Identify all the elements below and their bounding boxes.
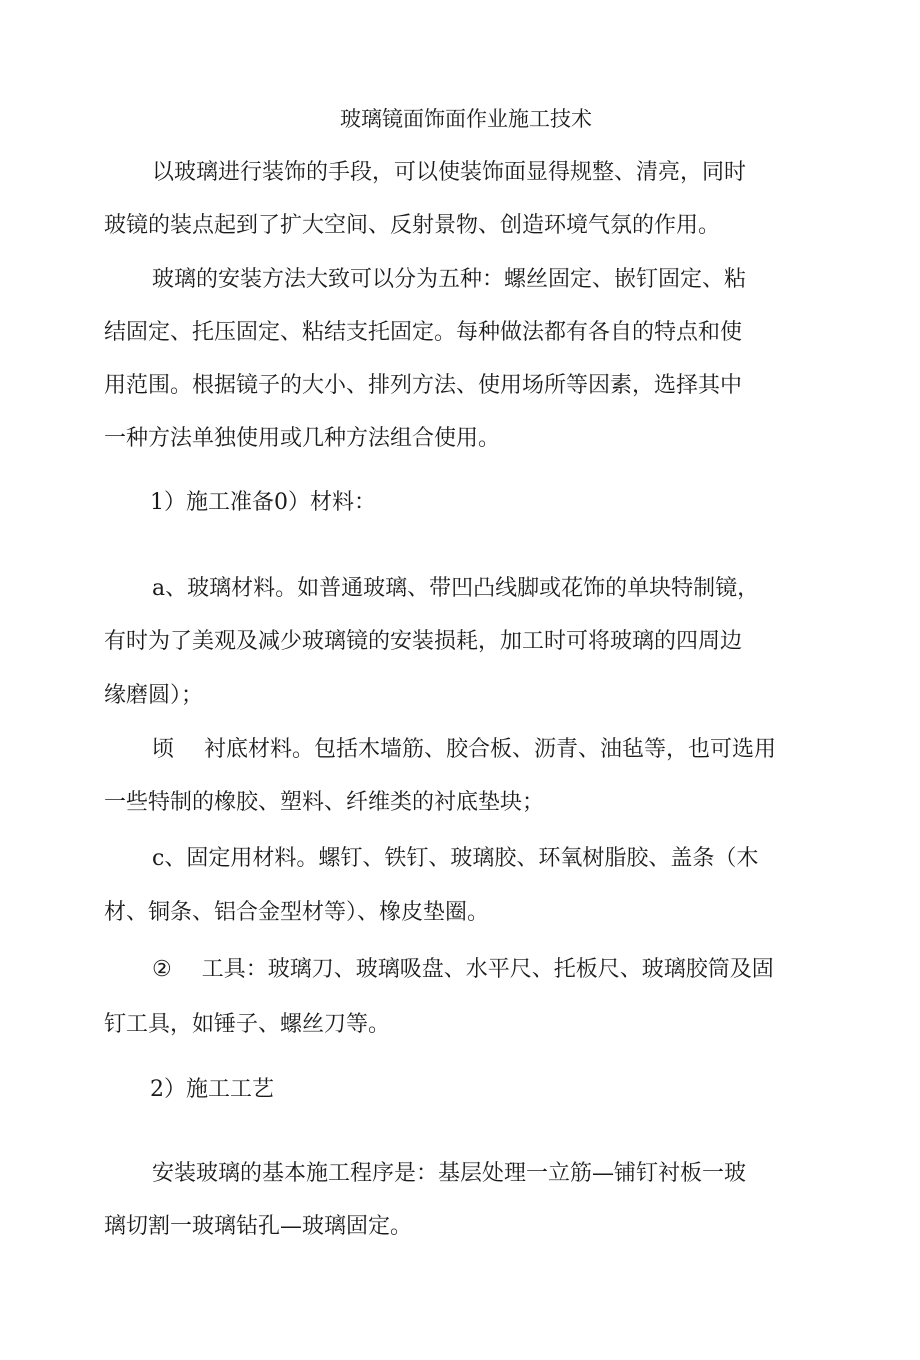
paragraph-text: 衬底材料。包括木墙筋、胶合板、沥青、油毡等，也可选用 bbox=[204, 737, 777, 762]
section-heading: 1）施工准备0）材料： bbox=[150, 490, 376, 515]
paragraph-line: c、固定用材料。螺钉、铁钉、玻璃胶、环氧树脂胶、盖条（木 bbox=[152, 846, 759, 871]
list-marker: ② bbox=[152, 957, 172, 982]
list-marker: 顷 bbox=[152, 737, 175, 762]
paragraph-line: 玻璃的安装方法大致可以分为五种：螺丝固定、嵌钉固定、粘 bbox=[152, 267, 747, 292]
document-title: 玻璃镜面饰面作业施工技术 bbox=[340, 107, 592, 131]
section-heading: 2）施工工艺 bbox=[150, 1077, 274, 1102]
list-item bbox=[152, 955, 774, 985]
paragraph-line: 钉工具，如锤子、螺丝刀等。 bbox=[104, 1012, 391, 1037]
paragraph-line: 以玻璃进行装饰的手段，可以使装饰面显得规整、清亮，同时 bbox=[152, 160, 747, 185]
paragraph-line: 材、铜条、铝合金型材等）、橡皮垫圈。 bbox=[104, 900, 490, 925]
paragraph-line: a、玻璃材料。如普通玻璃、带凹凸线脚或花饰的单块特制镜， bbox=[152, 576, 760, 601]
paragraph-line: 缘磨圆）； bbox=[104, 683, 204, 708]
paragraph-line: 一种方法单独使用或几种方法组合使用。 bbox=[104, 426, 501, 451]
paragraph-line: 结固定、托压固定、粘结支托固定。每种做法都有各自的特点和使 bbox=[104, 320, 743, 345]
paragraph-line: 安装玻璃的基本施工程序是：基层处理一立筋—铺钉衬板一玻 bbox=[152, 1161, 747, 1186]
paragraph-line: 一些特制的橡胶、塑料、纤维类的衬底垫块； bbox=[104, 790, 545, 815]
list-item bbox=[152, 735, 776, 765]
paragraph-line: 有时为了美观及减少玻璃镜的安装损耗，加工时可将玻璃的四周边 bbox=[104, 629, 743, 654]
paragraph-line: 玻镜的装点起到了扩大空间、反射景物、创造环境气氛的作用。 bbox=[104, 213, 721, 238]
paragraph-line: 璃切割一玻璃钻孔—玻璃固定。 bbox=[104, 1214, 413, 1239]
paragraph-text: 工具：玻璃刀、玻璃吸盘、水平尺、托板尺、玻璃胶筒及固 bbox=[201, 957, 774, 982]
paragraph-line: 用范围。根据镜子的大小、排列方法、使用场所等因素，选择其中 bbox=[104, 373, 743, 398]
